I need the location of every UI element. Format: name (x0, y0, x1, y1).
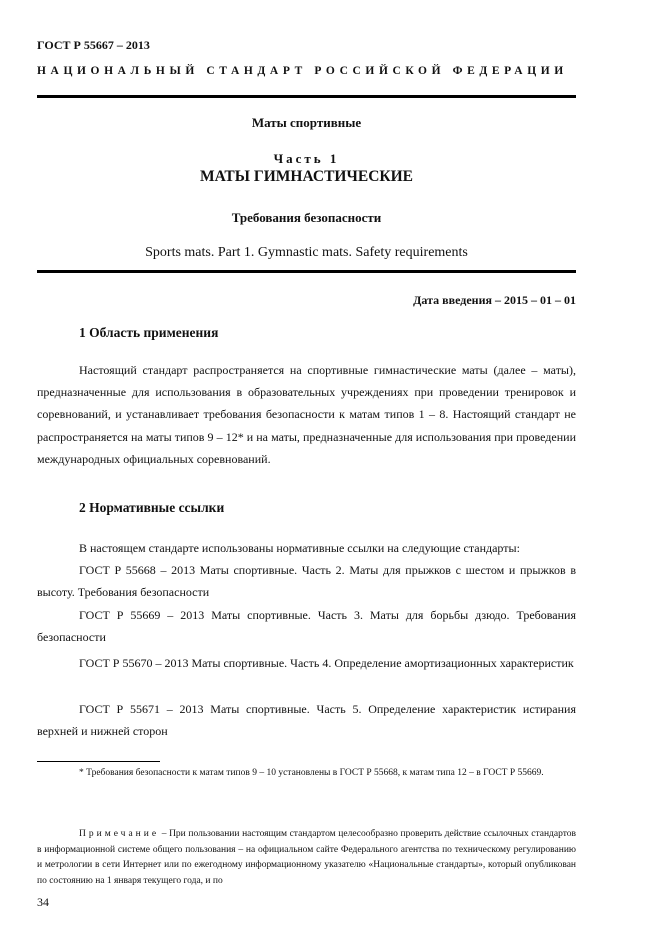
top-rule (37, 95, 576, 98)
title-main: Маты спортивные (251, 115, 362, 130)
section-2-intro: В настоящем стандарте использованы нормативные ссылки на следующие стандарты: (79, 541, 520, 555)
section-2-heading: 2 Нормативные ссылки (79, 500, 225, 515)
footnote: * Требования безопасности к матам типов 9 – 10 установлены в ГОСТ Р 55668, к матам типа 12 – в ГОСТ Р 55669. (79, 768, 544, 778)
page-number: 34 (37, 895, 49, 909)
reference-item: ГОСТ Р 55669 – 2013 Маты спортивные. Часть 3. Маты для борьбы дзюдо. Требования безопасности (37, 608, 576, 645)
footnote-separator (37, 761, 160, 762)
title-name: МАТЫ ГИМНАСТИЧЕСКИЕ (199, 168, 414, 185)
note-text: – При пользовании настоящим стандартом целесообразно проверить действие ссылочных стандартов в информационной системе общего пользования – на официальном сайте Федерального агентства по техническому регулированию и метрологии в сети Интернет или по ежегодному информационному указателю «Национальные стандарты», который опубликован по состоянию на 1 января текущего года, и по (37, 829, 576, 886)
standard-id: ГОСТ Р 55667 – 2013 (37, 38, 150, 52)
national-standard-heading: НАЦИОНАЛЬНЫЙ СТАНДАРТ РОССИЙСКОЙ ФЕДЕРАЦИИ (37, 65, 568, 77)
title-english: Sports mats. Part 1. Gymnastic mats. Safety requirements (145, 245, 468, 260)
reference-item: ГОСТ Р 55670 – 2013 Маты спортивные. Часть 4. Определение амортизационных характеристик (79, 656, 574, 670)
note-label: Примечание (79, 829, 160, 839)
title-bottom-rule (37, 270, 576, 273)
title-part: Часть 1 (273, 151, 340, 166)
reference-item: ГОСТ Р 55671 – 2013 Маты спортивные. Часть 5. Определение характеристик истирания верхней и нижней сторон (37, 702, 576, 739)
introduction-date: Дата введения – 2015 – 01 – 01 (413, 293, 576, 307)
section-1-paragraph: Настоящий стандарт распространяется на спортивные гимнастические маты (далее – маты), предназначенные для использования в образовательных учреждениях при проведении тренировок и соревнований, и устанавливает требования безопасности к матам типов 1 – 8. Настоящий стандарт не распространяется на маты типов 9 – 12* и на маты, предназначенные для использования при проведении международных официальных соревнований. (37, 363, 576, 466)
note (37, 827, 576, 889)
title-requirements: Требования безопасности (231, 210, 382, 225)
reference-item: ГОСТ Р 55668 – 2013 Маты спортивные. Часть 2. Маты для прыжков с шестом и прыжков в высоту. Требования безопасности (37, 563, 576, 600)
section-1-heading: 1 Область применения (79, 325, 219, 340)
